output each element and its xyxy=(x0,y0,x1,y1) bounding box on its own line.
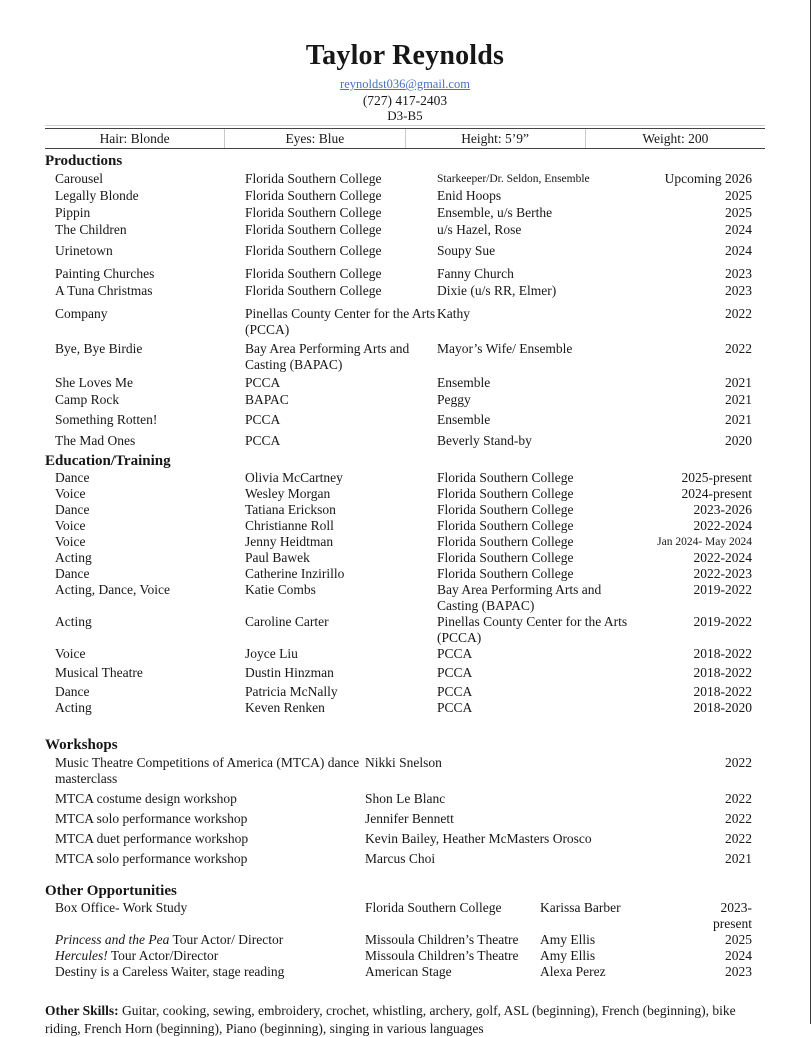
table-row xyxy=(55,283,752,299)
cell-role: Ensemble, u/s Berthe xyxy=(437,205,553,220)
table-row xyxy=(55,266,752,282)
cell-instructor: Jennifer Bennett xyxy=(365,811,454,826)
cell-year: 2024 xyxy=(725,243,752,258)
cell-year: 2023 xyxy=(725,964,752,979)
cell-organization: Missoula Children’s Theatre xyxy=(365,948,519,963)
cell-contact: Karissa Barber xyxy=(540,900,621,915)
cell-workshop-name: Music Theatre Competitions of America (MTCA) dance masterclass xyxy=(55,755,360,786)
section-heading-education: Education/Training xyxy=(45,453,171,469)
cell-years: 2023-2026 xyxy=(693,502,752,517)
cell-year: 2020 xyxy=(725,433,752,448)
cell-year: 2025 xyxy=(725,188,752,203)
stat-hair: Hair: Blonde xyxy=(99,131,170,146)
cell-years: 2019-2022 xyxy=(693,614,752,629)
cell-years: 2025-present xyxy=(681,470,752,485)
table-row xyxy=(55,646,752,662)
cell-contact: Alexa Perez xyxy=(540,964,606,979)
cell-instructor: Katie Combs xyxy=(245,582,316,597)
cell-years: 2018-2022 xyxy=(693,684,752,699)
cell-year: 2021 xyxy=(725,392,752,407)
stat-eyes: Eyes: Blue xyxy=(224,129,404,148)
cell-show: The Mad Ones xyxy=(55,433,136,448)
table-row xyxy=(55,243,752,259)
cell-show: She Loves Me xyxy=(55,375,133,390)
table-row xyxy=(55,755,752,787)
cell-role: Enid Hoops xyxy=(437,188,502,203)
cell-instructor: Caroline Carter xyxy=(245,614,329,629)
table-row xyxy=(55,700,752,716)
productions-table xyxy=(45,171,752,449)
cell-show: Pippin xyxy=(55,205,91,220)
cell-year: 2025 xyxy=(725,205,752,220)
cell-year: 2023 xyxy=(725,283,752,298)
cell-school: Florida Southern College xyxy=(437,518,574,533)
stat-height: Height: 5’9” xyxy=(405,129,585,148)
table-row xyxy=(55,665,752,681)
cell-school: Bay Area Performing Arts and Casting (BAPAC) xyxy=(437,582,602,613)
cell-instructor: Dustin Hinzman xyxy=(245,665,334,680)
table-row xyxy=(55,502,752,518)
table-row xyxy=(55,205,752,221)
cell-subject: Dance xyxy=(55,502,90,517)
other-skills-label: Other Skills: xyxy=(45,1003,119,1018)
cell-workshop-name: MTCA solo performance workshop xyxy=(55,851,248,866)
cell-years: 2018-2022 xyxy=(693,665,752,680)
cell-year: 2022 xyxy=(725,306,752,321)
other-skills xyxy=(45,1002,765,1037)
cell-show: Something Rotten! xyxy=(55,412,158,427)
section-heading-workshops: Workshops xyxy=(45,737,118,753)
cell-role: Peggy xyxy=(437,392,471,407)
cell-instructor: Tatiana Erickson xyxy=(245,502,336,517)
title-rest-part: Tour Actor/Director xyxy=(107,948,219,963)
section-heading-other-opportunities: Other Opportunities xyxy=(45,883,177,899)
other-opportunities-table xyxy=(45,900,752,980)
cell-instructor: Christianne Roll xyxy=(245,518,334,533)
cell-years: 2019-2022 xyxy=(693,582,752,597)
cell-organization: Florida Southern College xyxy=(365,900,502,915)
cell-theatre: Florida Southern College xyxy=(245,188,382,203)
cell-opportunity-title xyxy=(55,964,365,980)
cell-year: 2024 xyxy=(725,948,752,963)
cell-year: 2023-present xyxy=(713,900,752,931)
table-row xyxy=(55,341,752,373)
cell-subject: Acting xyxy=(55,614,92,629)
cell-role: Mayor’s Wife/ Ensemble xyxy=(437,341,573,356)
cell-opportunity-title xyxy=(55,948,365,964)
cell-school: PCCA xyxy=(437,646,473,661)
table-row xyxy=(55,550,752,566)
table-row xyxy=(55,811,752,827)
stat-weight: Weight: 200 xyxy=(585,129,765,148)
title-italic-part: Princess and the Pea xyxy=(55,932,170,947)
education-table xyxy=(45,470,752,716)
cell-theatre: Pinellas County Center for the Arts (PCCA) xyxy=(245,306,436,337)
cell-years: 2022-2024 xyxy=(693,518,752,533)
cell-show: The Children xyxy=(55,222,127,237)
cell-instructor: Wesley Morgan xyxy=(245,486,331,501)
cell-workshop-name: MTCA duet performance workshop xyxy=(55,831,249,846)
title-rest-part: Box Office- Work Study xyxy=(55,900,188,915)
cell-theatre: Florida Southern College xyxy=(245,222,382,237)
cell-year: 2022 xyxy=(725,831,752,846)
table-row xyxy=(55,470,752,486)
cell-role: Dixie (u/s RR, Elmer) xyxy=(437,283,557,298)
email-link[interactable]: reynoldst036@gmail.com xyxy=(340,77,470,91)
cell-school: PCCA xyxy=(437,665,473,680)
cell-school: PCCA xyxy=(437,700,473,715)
cell-years: Jan 2024- May 2024 xyxy=(657,536,752,548)
cell-year: 2022 xyxy=(725,811,752,826)
cell-school: Florida Southern College xyxy=(437,550,574,565)
cell-subject: Voice xyxy=(55,534,86,549)
table-row xyxy=(55,684,752,700)
cell-school: Florida Southern College xyxy=(437,566,574,581)
cell-subject: Voice xyxy=(55,646,86,661)
cell-organization: American Stage xyxy=(365,964,452,979)
table-row xyxy=(55,614,752,646)
cell-show: Bye, Bye Birdie xyxy=(55,341,143,356)
cell-instructor: Olivia McCartney xyxy=(245,470,343,485)
cell-year: 2024 xyxy=(725,222,752,237)
cell-school: Pinellas County Center for the Arts (PCCA) xyxy=(437,614,628,645)
section-heading-productions: Productions xyxy=(45,153,123,169)
cell-show: Urinetown xyxy=(55,243,113,258)
cell-school: Florida Southern College xyxy=(437,502,574,517)
cell-show: A Tuna Christmas xyxy=(55,283,153,298)
cell-subject: Acting xyxy=(55,550,92,565)
workshops-table xyxy=(45,755,752,867)
cell-workshop-name: MTCA costume design workshop xyxy=(55,791,237,806)
table-row xyxy=(55,375,752,391)
cell-theatre: PCCA xyxy=(245,433,281,448)
cell-years: 2018-2020 xyxy=(693,700,752,715)
table-row xyxy=(55,222,752,238)
stats-row xyxy=(45,128,765,149)
other-skills-text: Guitar, cooking, sewing, embroidery, crochet, whistling, archery, golf, ASL (beginning), French (beginning), bike riding, French Horn (beginning), Piano (beginning), singing in various languages xyxy=(45,1003,736,1036)
table-row xyxy=(55,486,752,502)
cell-opportunity-title xyxy=(55,932,365,948)
cell-school: PCCA xyxy=(437,684,473,699)
cell-subject: Voice xyxy=(55,518,86,533)
cell-subject: Acting, Dance, Voice xyxy=(55,582,170,597)
table-row xyxy=(55,851,752,867)
cell-theatre: Bay Area Performing Arts and Casting (BAPAC) xyxy=(245,341,410,372)
cell-show: Painting Churches xyxy=(55,266,155,281)
cell-show: Company xyxy=(55,306,108,321)
title-rest-part: Destiny is a Careless Waiter, stage reading xyxy=(55,964,285,979)
table-row xyxy=(55,392,752,408)
cell-years: 2022-2023 xyxy=(693,566,752,581)
cell-role: Fanny Church xyxy=(437,266,514,281)
table-row xyxy=(55,566,752,582)
cell-year: 2021 xyxy=(725,851,752,866)
cell-year: 2022 xyxy=(725,791,752,806)
cell-workshop-name: MTCA solo performance workshop xyxy=(55,811,248,826)
cell-role: Starkeeper/Dr. Seldon, Ensemble xyxy=(437,173,590,185)
cell-show: Camp Rock xyxy=(55,392,120,407)
cell-year: 2021 xyxy=(725,375,752,390)
cell-theatre: BAPAC xyxy=(245,392,289,407)
table-row xyxy=(55,171,752,187)
email-line xyxy=(45,76,765,92)
cell-role: Kathy xyxy=(437,306,470,321)
cell-school: Florida Southern College xyxy=(437,470,574,485)
cell-subject: Musical Theatre xyxy=(55,665,143,680)
cell-theatre: PCCA xyxy=(245,412,281,427)
title-rest-part: Tour Actor/ Director xyxy=(169,932,284,947)
cell-school: Florida Southern College xyxy=(437,486,574,501)
cell-show: Legally Blonde xyxy=(55,188,139,203)
cell-year: 2022 xyxy=(725,341,752,356)
table-row xyxy=(55,900,752,932)
phone-number: (727) 417-2403 xyxy=(362,93,448,108)
cell-theatre: Florida Southern College xyxy=(245,243,382,258)
cell-show: Carousel xyxy=(55,171,103,186)
cell-instructor: Kevin Bailey, Heather McMasters Orosco xyxy=(365,831,592,846)
cell-theatre: PCCA xyxy=(245,375,281,390)
cell-subject: Dance xyxy=(55,566,90,581)
cell-instructor: Marcus Choi xyxy=(365,851,436,866)
cell-year: Upcoming 2026 xyxy=(664,171,752,186)
cell-years: 2022-2024 xyxy=(693,550,752,565)
cell-instructor: Keven Renken xyxy=(245,700,325,715)
title-italic-part: Hercules! xyxy=(55,948,108,963)
table-row xyxy=(55,831,752,847)
cell-role: Soupy Sue xyxy=(437,243,496,258)
table-row xyxy=(55,582,752,614)
cell-instructor: Patricia McNally xyxy=(245,684,338,699)
cell-opportunity-title xyxy=(55,900,365,932)
cell-role: u/s Hazel, Rose xyxy=(437,222,522,237)
cell-role: Ensemble xyxy=(437,412,491,427)
cell-theatre: Florida Southern College xyxy=(245,171,382,186)
cell-school: Florida Southern College xyxy=(437,534,574,549)
table-row xyxy=(55,534,752,550)
cell-organization: Missoula Children’s Theatre xyxy=(365,932,519,947)
cell-year: 2023 xyxy=(725,266,752,281)
cell-instructor: Nikki Snelson xyxy=(365,755,442,770)
cell-instructor: Shon Le Blanc xyxy=(365,791,446,806)
table-row xyxy=(55,433,752,449)
person-name: Taylor Reynolds xyxy=(305,40,505,71)
cell-subject: Voice xyxy=(55,486,86,501)
cell-instructor: Jenny Heidtman xyxy=(245,534,334,549)
table-row xyxy=(55,188,752,204)
cell-year: 2021 xyxy=(725,412,752,427)
cell-years: 2024-present xyxy=(681,486,752,501)
cell-role: Beverly Stand-by xyxy=(437,433,532,448)
cell-contact: Amy Ellis xyxy=(540,932,596,947)
table-row xyxy=(55,518,752,534)
table-row xyxy=(55,964,752,980)
cell-year: 2025 xyxy=(725,932,752,947)
table-row xyxy=(55,791,752,807)
stats-bar xyxy=(45,125,765,149)
cell-contact: Amy Ellis xyxy=(540,948,596,963)
table-row xyxy=(55,306,752,338)
cell-role: Ensemble xyxy=(437,375,491,390)
cell-years: 2018-2022 xyxy=(693,646,752,661)
table-row xyxy=(55,932,752,948)
cell-theatre: Florida Southern College xyxy=(245,266,382,281)
resume-header xyxy=(45,40,765,123)
cell-instructor: Catherine Inzirillo xyxy=(245,566,345,581)
cell-instructor: Joyce Liu xyxy=(245,646,298,661)
cell-subject: Dance xyxy=(55,684,90,699)
cell-year: 2022 xyxy=(725,755,752,770)
cell-theatre: Florida Southern College xyxy=(245,205,382,220)
table-row xyxy=(55,948,752,964)
resume-code: D3-B5 xyxy=(387,108,423,123)
cell-instructor: Paul Bawek xyxy=(245,550,310,565)
cell-subject: Dance xyxy=(55,470,90,485)
cell-subject: Acting xyxy=(55,700,92,715)
table-row xyxy=(55,412,752,428)
cell-theatre: Florida Southern College xyxy=(245,283,382,298)
